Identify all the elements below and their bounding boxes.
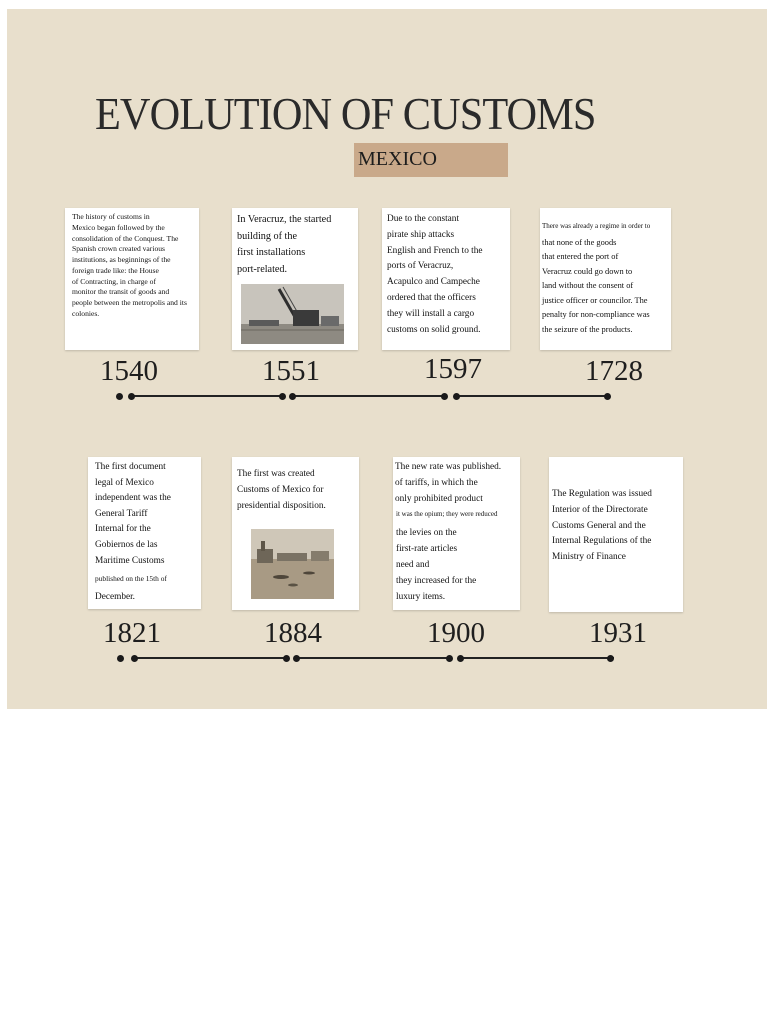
subtitle-banner <box>354 143 508 177</box>
year-label-1597: 1597 <box>424 353 482 385</box>
event-card-1884 <box>232 457 359 610</box>
event-text: that none of the goods that entered the port of Veracruz could go down to land without the consent of justice officer or councilor. The penalty for non-compliance was the seizure of the products. <box>542 238 650 334</box>
timeline-segment <box>455 395 610 397</box>
year-label-1900: 1900 <box>427 617 485 649</box>
event-text-end: December. <box>95 592 136 602</box>
year-label-1540: 1540 <box>100 355 158 387</box>
timeline-dot <box>131 655 138 662</box>
page-title: EVOLUTION OF CUSTOMS <box>95 88 596 139</box>
timeline-dot <box>116 393 123 400</box>
timeline-dot <box>607 655 614 662</box>
timeline-segment <box>130 395 284 397</box>
infographic-poster <box>7 9 767 709</box>
timeline-dot <box>117 655 124 662</box>
harbor-photo-image <box>251 529 334 599</box>
timeline-dot <box>283 655 290 662</box>
timeline-dot <box>293 655 300 662</box>
event-text-small: published on the 15th of <box>95 574 167 583</box>
timeline-dot <box>453 393 460 400</box>
timeline-dot <box>128 393 135 400</box>
year-label-1728: 1728 <box>585 355 643 387</box>
event-card-1821 <box>88 457 201 609</box>
crane-photo-image <box>241 284 344 344</box>
event-text: The first was created Customs of Mexico for presidential disposition. <box>237 469 326 511</box>
year-label-1884: 1884 <box>264 617 322 649</box>
year-label-1551: 1551 <box>262 355 320 387</box>
event-card-1597 <box>382 208 510 350</box>
page-subtitle: MEXICO <box>358 148 437 170</box>
year-label-1821: 1821 <box>103 617 161 649</box>
timeline-dot <box>279 393 286 400</box>
event-text: The history of customs in Mexico began followed by the consolidation of the Conquest. The Spanish crown created various institutions, as beginnings of the foreign trade like: the House of Contracting, in charge of monitor the transit of goods and people between the metropolis and its colonies. <box>72 212 187 319</box>
timeline-segment <box>292 395 446 397</box>
timeline-segment <box>459 657 614 659</box>
event-text-end: the levies on the first-rate articles need and they increased for the luxury items. <box>396 528 477 602</box>
event-text: The Regulation was issued Interior of the Directorate Customs General and the Internal Regulations of the Ministry of Finance <box>552 489 652 563</box>
harbor-photo <box>251 529 334 599</box>
event-card-1900 <box>393 457 520 610</box>
timeline-segment <box>133 657 287 659</box>
timeline-dot <box>604 393 611 400</box>
timeline-dot <box>446 655 453 662</box>
year-label-1931: 1931 <box>589 617 647 649</box>
timeline-dot <box>457 655 464 662</box>
event-card-1931 <box>549 457 683 612</box>
event-text: Due to the constant pirate ship attacks English and French to the ports of Veracruz, Acapulco and Campeche ordered that the officers they will install a cargo customs on solid ground. <box>387 214 483 335</box>
event-text: In Veracruz, the started building of the first installations port-related. <box>237 214 332 275</box>
event-text-small: it was the opium; they were reduced <box>396 510 498 518</box>
event-text: The first document legal of Mexico independent was the General Tariff Internal for the Gobiernos de las Maritime Customs <box>95 462 171 566</box>
event-text: The new rate was published. of tariffs, in which the only prohibited product <box>395 462 502 504</box>
timeline-dot <box>441 393 448 400</box>
timeline-segment <box>295 657 449 659</box>
timeline-dot <box>289 393 296 400</box>
event-card-1540 <box>65 208 199 350</box>
event-text-intro: There was already a regime in order to <box>542 222 651 230</box>
event-card-1728 <box>540 208 671 350</box>
event-card-1551 <box>232 208 358 350</box>
crane-photo <box>241 284 344 344</box>
